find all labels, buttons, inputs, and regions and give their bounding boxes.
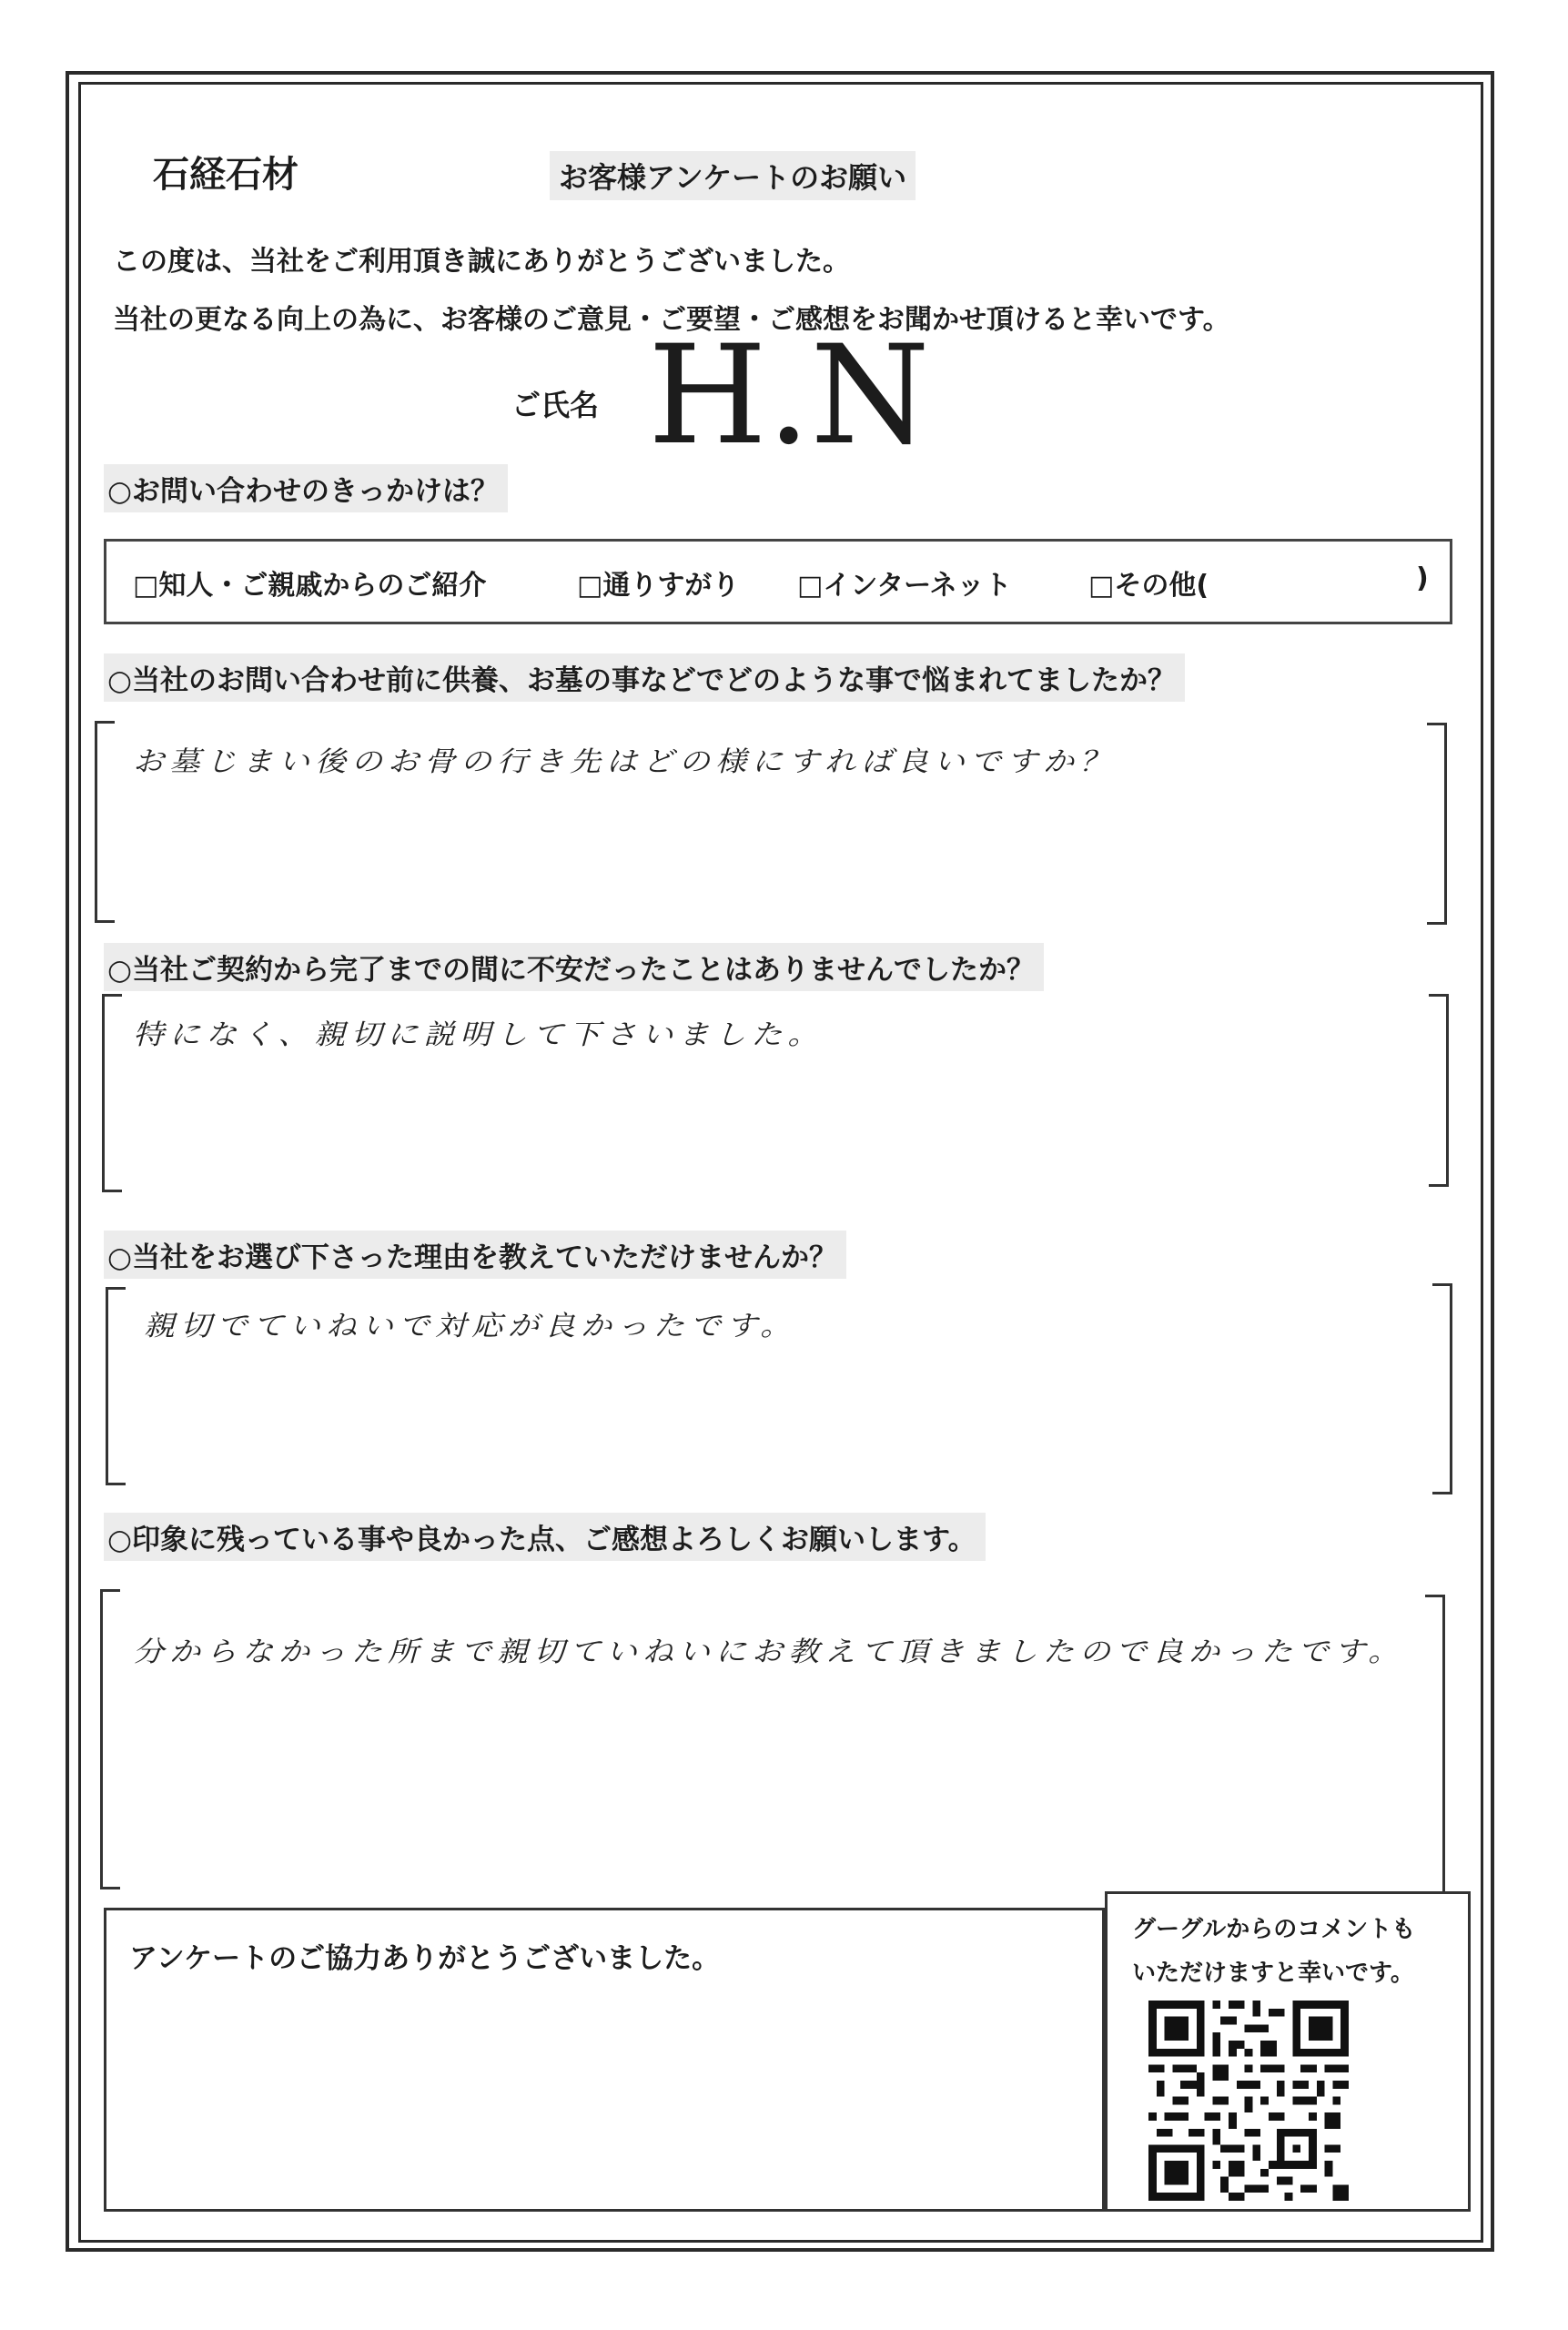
answer-bracket-right	[1429, 994, 1449, 1187]
qr-code-icon[interactable]	[1148, 2001, 1349, 2201]
google-review-text	[1132, 1908, 1469, 1995]
question-reason-chosen: ○当社をお選び下さった理由を教えていただけませんか？	[104, 1231, 846, 1279]
thanks-message: アンケートのご協力ありがとうございました。	[129, 1942, 721, 1975]
answer-bracket-left	[106, 1287, 126, 1485]
name-value: H.N	[648, 317, 930, 475]
answer-bracket-right	[1427, 723, 1447, 925]
option-other-close-paren: )	[1416, 562, 1429, 594]
company-name: 石経石材	[153, 154, 298, 196]
question-inquiry-trigger: ○お問い合わせのきっかけは？	[104, 464, 508, 512]
question-prior-concerns: ○当社のお問い合わせ前に供養、お墓の事などでどのような事で悩まれてましたか？	[104, 653, 1185, 702]
intro-line-1: この度は、当社をご利用頂き誠にありがとうございました。	[113, 246, 850, 278]
option-passing-by-checkbox[interactable]: □通りすがり	[577, 570, 740, 602]
option-referral-checkbox[interactable]: □知人・ご親戚からのご紹介	[133, 570, 487, 602]
answer-prior-concerns: お墓じまい後のお骨の行き先はどの様にすれば良いですか？	[133, 745, 1116, 779]
option-internet-checkbox[interactable]: □インターネット	[797, 570, 1012, 602]
google-review-line-2: いただけますと幸いです。	[1132, 1960, 1414, 1987]
answer-impressions: 分からなかった所まで親切ていねいにお教えて頂きましたので良かったです。	[133, 1636, 1405, 1669]
google-review-line-1: グーグルからのコメントも	[1132, 1916, 1416, 1943]
answer-bracket-left	[95, 721, 115, 923]
option-other-checkbox[interactable]: □その他(	[1088, 570, 1209, 602]
question-impressions: ○印象に残っている事や良かった点、ご感想よろしくお願いします。	[104, 1513, 986, 1561]
answer-bracket-left	[102, 994, 122, 1192]
question-anxieties: ○当社ご契約から完了までの間に不安だったことはありませんでしたか？	[104, 943, 1044, 991]
survey-title: お客様アンケートのお願い	[550, 151, 916, 200]
answer-reason-chosen: 親切でていねいで対応が良かったです。	[144, 1310, 797, 1343]
answer-bracket-right	[1432, 1283, 1452, 1494]
answer-bracket-right	[1425, 1595, 1445, 1895]
intro-line-2: 当社の更なる向上の為に、お客様のご意見・ご要望・ご感想をお聞かせ頂けると幸いです。	[113, 304, 1230, 336]
answer-anxieties: 特になく、親切に説明して下さいました。	[133, 1018, 824, 1052]
answer-bracket-left	[100, 1589, 120, 1889]
name-label: ご氏名	[511, 388, 600, 422]
